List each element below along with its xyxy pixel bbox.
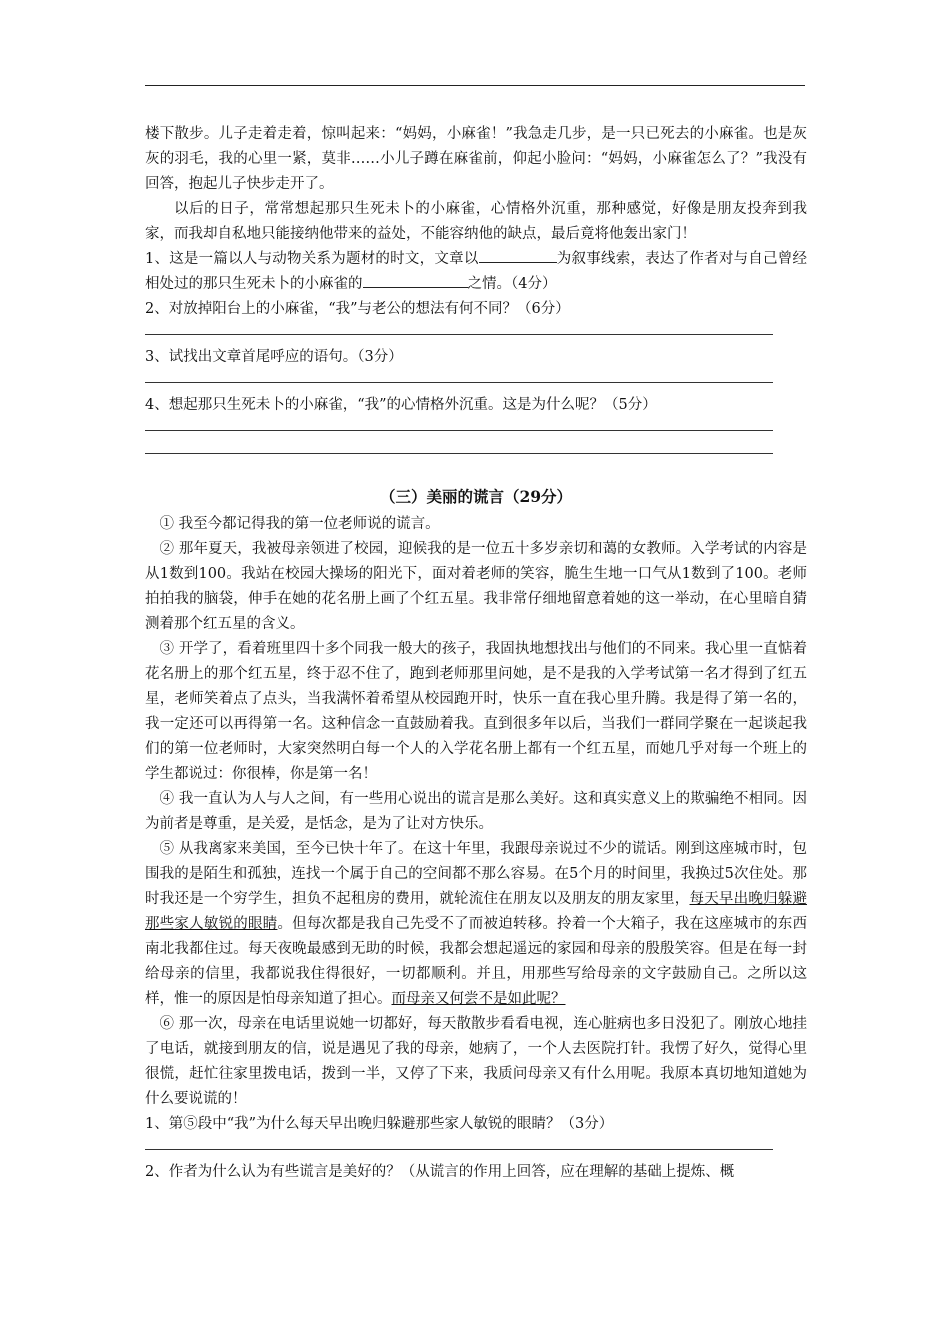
answer-line-q3-1[interactable] <box>145 1137 773 1150</box>
section3-paragraph-3: ③ 开学了，看着班里四十多个同我一般大的孩子，我固执地想找出与他们的不同来。我心里一直惦着花名册上的那个红五星，终于忍不住了，跑到老师那里问她，是不是我的入学考试第一名才得到了红五星，老师笑着点了点头，当我满怀着希望从校园跑开时，快乐一直在我心里升腾。我是得了第一名的，我一定还可以再得第一名。这种信念一直鼓励着我。直到很多年以后，当我们一群同学聚在一起谈起我们的第一位老师时，大家突然明白每一个人的入学花名册上都有一个红五星，而她几乎对每一个班上的学生都说过：你很棒，你是第一名！ <box>145 641 807 782</box>
underlined-sentence-1: 每天早出晚归躲避那些家人敏锐的眼睛 <box>145 891 808 932</box>
question3-1: 1、第⑤段中“我”为什么每天早出晚归躲避那些家人敏锐的眼睛？（3分） <box>145 1116 614 1132</box>
answer-blank-1[interactable] <box>479 248 557 263</box>
answer-line-q4-2[interactable] <box>145 441 773 454</box>
question1-1 <box>145 247 807 297</box>
section3-paragraph-6: ⑥ 那一次，母亲在电话里说她一切都好，每天散散步看看电视，连心脏病也多日没犯了。刚放心地挂了电话，就接到朋友的信，说是遇见了我的母亲，她病了，一个人去医院打针。我愣了好久，觉得心里很慌，赶忙往家里拨电话，拨到一半，又停了下来，我质问母亲又有什么用呢。我原本真切地知道她为什么要说谎的！ <box>145 1016 807 1107</box>
question1-1-part-a: 1、这是一篇以人与动物关系为题材的时文，文章以 <box>145 251 479 267</box>
section3-title: （三）美丽的谎言（29分） <box>379 487 573 506</box>
section3-paragraph-4: ④ 我一直认为人与人之间，有一些用心说出的谎言是那么美好。这和真实意义上的欺骗绝不相同。因为前者是尊重，是关爱，是恬念，是为了让对方快乐。 <box>145 791 807 832</box>
question3-2: 2、作者为什么认为有些谎言是美好的？（从谎言的作用上回答，应在理解的基础上提炼、概 <box>145 1164 735 1180</box>
answer-line-q3[interactable] <box>145 370 773 383</box>
header-rule <box>145 85 805 86</box>
answer-line-q4-1[interactable] <box>145 418 773 431</box>
passage1-paragraph-1: 楼下散步。儿子走着走着，惊叫起来：“妈妈，小麻雀！”我急走几步，是一只已死去的小麻雀。也是灰灰的羽毛，我的心里一紧，莫非……小儿子蹲在麻雀前，仰起小脸问：“妈妈，小麻雀怎么了？”我没有回答，抱起儿子快步走开了。 <box>145 126 807 192</box>
answer-blank-2[interactable] <box>363 273 468 288</box>
page-content <box>145 122 807 1185</box>
section3-paragraph-1: ① 我至今都记得我的第一位老师说的谎言。 <box>159 516 440 532</box>
question1-1-part-c: 之情。（4分） <box>467 276 557 292</box>
answer-line-q2[interactable] <box>145 322 773 335</box>
question1-1-part-b: 为叙事线索，表达了作者对与自己曾经相处过的那只生死未卜的小麻雀的 <box>145 251 807 292</box>
passage1-paragraph-2: 以后的日子，常常想起那只生死未卜的小麻雀，心情格外沉重，那种感觉，好像是朋友投奔到我家，而我却自私地只能接纳他带来的益处，不能容纳他的缺点，最后竟将他轰出家门！ <box>145 201 807 242</box>
question1-3: 3、试找出文章首尾呼应的语句。（3分） <box>145 349 403 365</box>
section3-paragraph-5 <box>145 837 807 1012</box>
underlined-sentence-2: 而母亲又何尝不是如此呢？ <box>391 991 566 1007</box>
section3-paragraph-5-a: ⑤ 从我离家来美国，至今已快十年了。在这十年里，我跟母亲说过不少的谎话。刚到这座城市时，包围我的是陌生和孤独，连找一个属于自己的空间都不那么容易。在5个月的时间里，我换过5次住处。那时我还是一个穷学生，担负不起租房的费用，就轮流住在朋友以及朋友的朋友家里， <box>145 841 807 907</box>
section3-paragraph-5-b: 。但每次都是我自己先受不了而被迫转移。拎着一个大箱子，我在这座城市的东西南北我都住过。每天夜晚最感到无助的时候，我都会想起遥远的家园和母亲的殷殷笑容。但是在每一封给母亲的信里，我都说我住得很好，一切都顺利。并且，用那些写给母亲的文字鼓励自己。之所以这样，惟一的原因是怕母亲知道了担心。 <box>145 916 808 1007</box>
question1-4: 4、想起那只生死未卜的小麻雀，“我”的心情格外沉重。这是为什么呢？（5分） <box>145 397 657 413</box>
section3-paragraph-2: ② 那年夏天，我被母亲领进了校园，迎候我的是一位五十多岁亲切和蔼的女教师。入学考试的内容是从1数到100。我站在校园大操场的阳光下，面对着老师的笑容，脆生生地一口气从1数到了100。老师拍拍我的脑袋，伸手在她的花名册上画了个红五星。我非常仔细地留意着她的这一举动，在心里暗自猜测着那个红五星的含义。 <box>145 541 807 632</box>
question1-2: 2、对放掉阳台上的小麻雀，“我”与老公的想法有何不同？（6分） <box>145 301 570 317</box>
